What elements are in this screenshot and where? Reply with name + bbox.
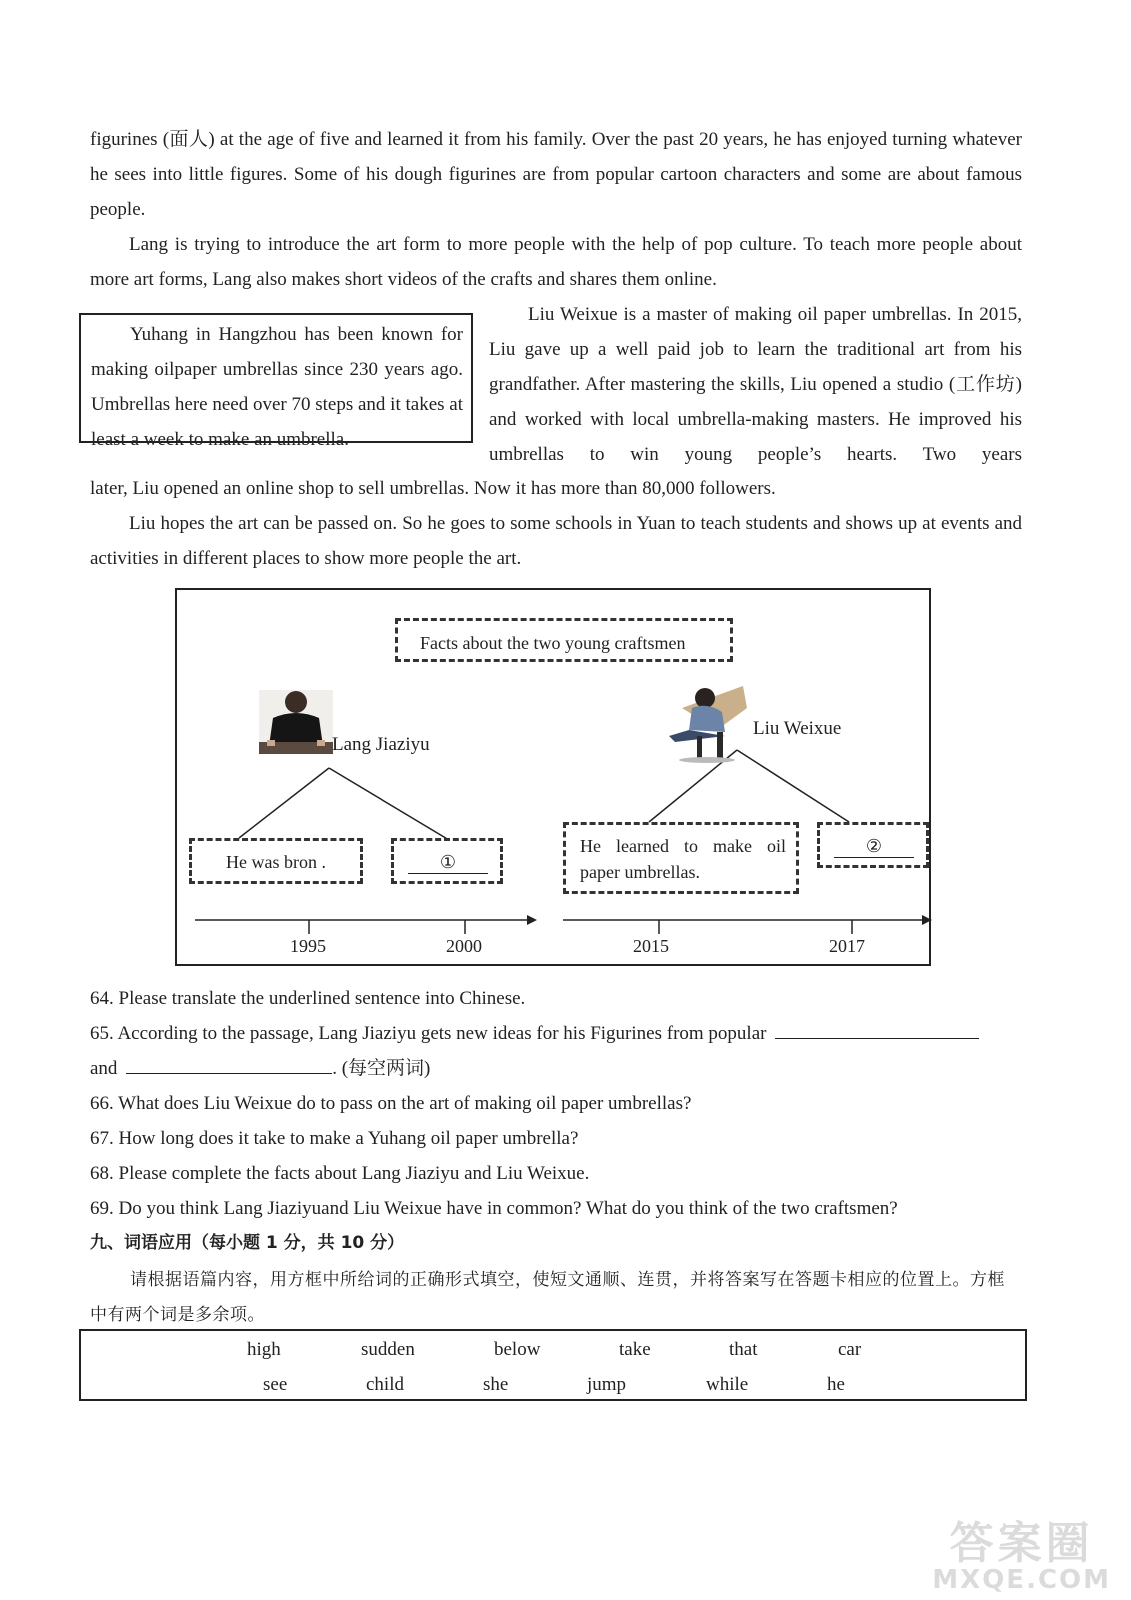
fact-2015-text: He learned to make oil paper umbrellas. [580, 836, 786, 882]
word-bank-item: sudden [361, 1339, 415, 1360]
section-9-heading: 九、词语应用（每小题 1 分，共 10 分） [90, 1233, 405, 1253]
passage-paragraph-4: Liu hopes the art can be passed on. So he goes to some schools in Yuan to teach students and shows up at events and activities in different places to show more people the art. [90, 513, 1022, 569]
word-bank-item: that [729, 1339, 758, 1360]
year-label: 2000 [446, 936, 482, 956]
question-65 [90, 1016, 1022, 1051]
fact-box-2017 [817, 822, 929, 868]
question-65-continued [90, 1051, 430, 1086]
tree-line [737, 750, 849, 822]
craftsmen-facts-figure [175, 588, 931, 966]
lang-jiaziyu-photo [259, 690, 333, 754]
answer-blank[interactable] [126, 1053, 332, 1074]
word-bank-item: high [247, 1339, 281, 1360]
section-9-instruction: 请根据语篇内容，用方框中所给词的正确形式填空，使短文通顺、连贯，并将答案写在答题卡相应的位置上。方框中有两个词是多余项。 [90, 1270, 1005, 1325]
watermark-text: MXQE.COM [932, 1565, 1111, 1595]
arrow-head [527, 915, 537, 925]
year-label: 2017 [829, 936, 865, 956]
word-bank-item: see [263, 1374, 288, 1395]
passage-paragraph-1: figurines (面人) at the age of five and learned it from his family. Over the past 20 years, he has enjoyed turning whatever he sees into little figures. Some of his dough figurines are from popular cartoon characters and some are about famous people. [90, 129, 1022, 220]
person-2-name: Liu Weixue [753, 718, 842, 739]
fact-box-1995 [189, 838, 363, 884]
question-66: 66. What does Liu Weixue do to pass on the art of making oil paper umbrellas? [90, 1093, 692, 1114]
answer-blank[interactable] [775, 1018, 979, 1039]
question-65-and: and [90, 1058, 118, 1079]
fact-box-2015 [563, 822, 799, 894]
figure-title: Facts about the two young craftsmen [420, 633, 686, 653]
word-bank-item: jump [587, 1374, 627, 1395]
word-bank-item: below [494, 1339, 541, 1360]
tree-line [239, 768, 329, 838]
watermark-logo-icon: 答案圈 [949, 1518, 1094, 1569]
figure-title-box [395, 618, 733, 662]
question-68: 68. Please complete the facts about Lang Jiaziyu and Liu Weixue. [90, 1163, 590, 1184]
passage-paragraph-3: Liu Weixue is a master of making oil paper umbrellas. In 2015, Liu gave up a well paid job to learn the traditional art from his grandfather. After mastering the skills, Liu opened a studio (工作坊) and worked with local umbrella-making masters. He improved his umbrellas to win young people’s hearts. Two years [489, 304, 1022, 465]
year-label: 1995 [290, 936, 326, 956]
question-64: 64. Please translate the underlined sentence into Chinese. [90, 988, 526, 1009]
question-65-text: 65. According to the passage, Lang Jiaziyu gets new ideas for his Figurines from popular [90, 1023, 767, 1044]
word-bank-item: take [619, 1339, 651, 1360]
passage-paragraph-3-continued: later, Liu opened an online shop to sell umbrellas. Now it has more than 80,000 followers. [90, 478, 776, 499]
word-bank-item: he [827, 1374, 845, 1395]
yuhang-info-box [79, 313, 473, 450]
fact-box-2000 [391, 838, 503, 884]
word-bank-item: car [838, 1339, 862, 1360]
word-bank-item: while [706, 1374, 749, 1395]
blank-1: ① [408, 851, 488, 874]
question-69: 69. Do you think Lang Jiaziyuand Liu Weixue have in common? What do you think of the two craftsmen? [90, 1198, 898, 1219]
person-1-name: Lang Jiaziyu [332, 734, 430, 755]
passage-paragraph-2: Lang is trying to introduce the art form to more people with the help of pop culture. To teach more people about more art forms, Lang also makes short videos of the crafts and shares them online. [90, 234, 1022, 290]
arrow-head [922, 915, 932, 925]
word-bank-item: she [483, 1374, 509, 1395]
year-label: 2015 [633, 936, 669, 956]
tree-line [329, 768, 449, 840]
yuhang-info-text: Yuhang in Hangzhou has been known for making oilpaper umbrellas since 230 years ago. Umbrellas here need over 70 steps and it takes at least a week to make an umbrella. [91, 324, 463, 450]
question-67: 67. How long does it take to make a Yuhang oil paper umbrella? [90, 1128, 579, 1149]
question-65-note: . (每空两词) [332, 1058, 431, 1079]
fact-1995-text: He was bron . [226, 852, 326, 872]
watermark [932, 1518, 1111, 1595]
word-bank-item: child [366, 1374, 404, 1395]
blank-2: ② [834, 835, 914, 858]
word-bank-box [79, 1329, 1027, 1401]
